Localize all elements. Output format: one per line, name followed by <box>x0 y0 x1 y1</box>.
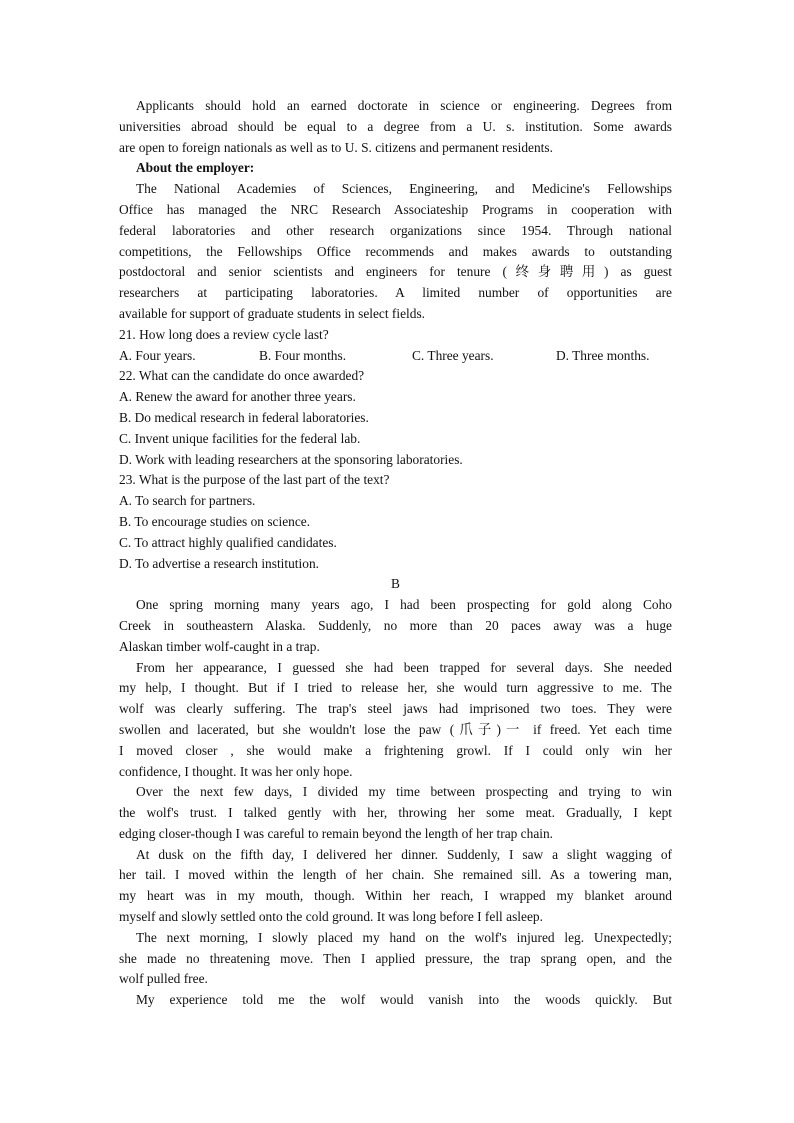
option-b: B. Four months. <box>259 347 347 363</box>
text-line: wolf was clearly suffering. The trap's steel jaws had imprisoned two toes. They were <box>119 701 672 717</box>
text-line: are open to foreign nationals as well as to U. S. citizens and permanent residents. <box>119 139 553 155</box>
option-d: D. Three months. <box>556 347 650 363</box>
text-line: postdoctoral and senior scientists and engineers for tenure (终身聘用) as guest <box>119 264 672 280</box>
text-line: Creek in southeastern Alaska. Suddenly, no more than 20 paces away was a huge <box>119 617 672 633</box>
passage-b-paragraph-3 <box>119 782 672 844</box>
option-c: C. Invent unique facilities for the federal lab. <box>119 430 361 446</box>
option-a: A. Four years. <box>119 347 196 363</box>
text-line: edging closer-though I was careful to remain beyond the length of her trap chain. <box>119 825 554 841</box>
text-line: researchers at participating laboratories. A limited number of opportunities are <box>119 285 672 301</box>
text-line: available for support of graduate students in select fields. <box>119 305 426 321</box>
passage-b-paragraph-4 <box>119 845 672 928</box>
option-b: B. To encourage studies on science. <box>119 513 311 529</box>
question-23 <box>119 470 672 574</box>
text-line: Applicants should hold an earned doctorate in science or engineering. Degrees from <box>136 98 672 113</box>
text-line: Over the next few days, I divided my time between prospecting and trying to win <box>136 784 672 800</box>
text-line: swollen and lacerated, but she wouldn't lose the paw (爪子)一 if freed. Yet each time <box>119 721 672 737</box>
option-d: D. Work with leading researchers at the sponsoring laboratories. <box>119 451 463 467</box>
text-line: competitions, the Fellowships Office recommends and makes awards to outstanding <box>119 243 672 259</box>
text-line: Office has managed the NRC Research Associateship Programs in cooperation with <box>119 201 672 217</box>
question-22 <box>119 366 672 470</box>
question-stem: 22. What can the candidate do once awarded? <box>119 368 365 384</box>
text-line: the wolf's trust. I talked gently with her, throwing her some meat. Gradually, I kept <box>119 805 672 821</box>
document-content <box>119 96 672 1011</box>
text-line: The next morning, I slowly placed my hand on the wolf's injured leg. Unexpectedly; <box>136 929 672 945</box>
text-line: Alaskan timber wolf-caught in a trap. <box>119 638 320 654</box>
option-c: C. Three years. <box>412 347 494 363</box>
passage-b-paragraph-5 <box>119 928 672 990</box>
text-line: my help, I thought. But if I tried to release her, she would turn aggressive to me. The <box>119 680 672 696</box>
option-c: C. To attract highly qualified candidates. <box>119 534 337 550</box>
text-line: I moved closer , she would make a frightening growl. If I could only win her <box>119 742 672 758</box>
passage-a-paragraph-1 <box>119 96 672 158</box>
text-line: At dusk on the fifth day, I delivered her dinner. Suddenly, I saw a slight wagging of <box>136 846 672 862</box>
option-b: B. Do medical research in federal laboratories. <box>119 409 369 425</box>
passage-a-paragraph-2 <box>119 179 672 325</box>
question-stem: 21. How long does a review cycle last? <box>119 326 329 342</box>
text-line: The National Academies of Sciences, Engineering, and Medicine's Fellowships <box>136 181 672 197</box>
text-line: confidence, I thought. It was her only hope. <box>119 763 353 779</box>
passage-b-paragraph-6 <box>119 990 672 1011</box>
text-line: My experience told me the wolf would vanish into the woods quickly. But <box>136 992 672 1008</box>
text-line: my heart was in my mouth, though. Within her reach, I wrapped my blanket around <box>119 888 672 904</box>
question-stem: 23. What is the purpose of the last part of the text? <box>119 472 390 488</box>
text-line: From her appearance, I guessed she had been trapped for several days. She needed <box>136 659 672 675</box>
about-employer-heading: About the employer: <box>136 160 255 176</box>
option-a: A. To search for partners. <box>119 493 256 509</box>
question-21 <box>119 325 672 367</box>
option-d: D. To advertise a research institution. <box>119 555 319 571</box>
passage-b-paragraph-1 <box>119 595 672 657</box>
text-line: wolf pulled free. <box>119 971 208 987</box>
text-line: universities abroad should be equal to a degree from a U. s. institution. Some awards <box>119 118 672 134</box>
section-label-b: B <box>391 576 400 592</box>
text-line: her tail. I moved within the length of her chain. She remained sill. As a towering man, <box>119 867 672 883</box>
text-line: federal laboratories and other research organizations since 1954. Through national <box>119 222 672 238</box>
passage-b-paragraph-2 <box>119 658 672 783</box>
text-line: One spring morning many years ago, I had been prospecting for gold along Coho <box>136 597 672 613</box>
option-a: A. Renew the award for another three years. <box>119 389 356 405</box>
question-21-options <box>119 346 672 367</box>
text-line: she made no threatening move. Then I applied pressure, the trap sprang open, and the <box>119 950 672 966</box>
text-line: myself and slowly settled onto the cold ground. It was long before I fell asleep. <box>119 909 543 925</box>
